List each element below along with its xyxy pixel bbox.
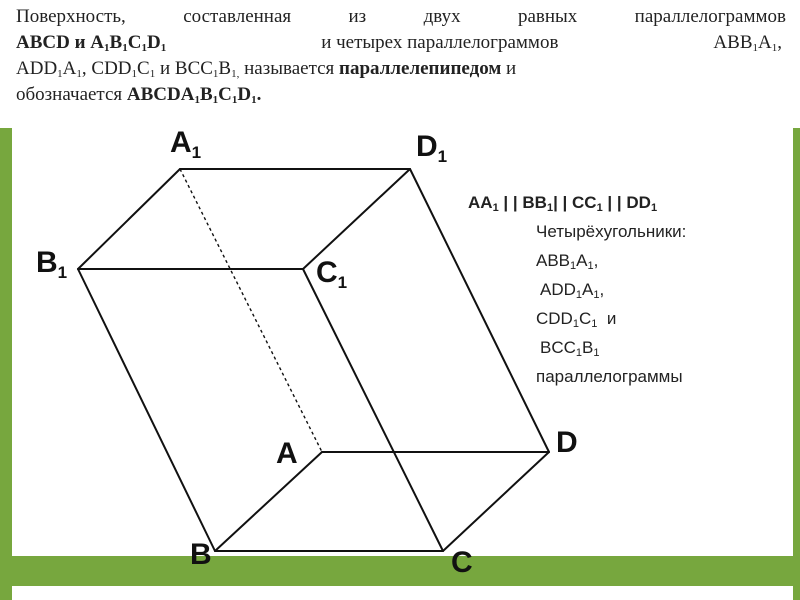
face-list-item: $ADD_1A_1$, [540, 280, 605, 301]
face-list-item: $ABB_1A_1$, [536, 251, 599, 272]
word: двух [423, 6, 461, 27]
face-abb1a1: $ABB_1A_1$, [713, 32, 782, 54]
vertex-label-b: B [190, 538, 212, 571]
vertex-label-c1: $C_1$ [316, 256, 348, 292]
word: Поверхность, [16, 6, 126, 27]
face-add1a1: $ADD_1A_1$, [16, 58, 87, 80]
conclusion-text: параллелограммы [536, 367, 683, 386]
quadrilaterals-heading: Четырёхугольники: [536, 222, 687, 241]
vertex-label-b1: $B_1$ [36, 246, 68, 282]
face-bcc1b1: $BCC_1B_{1,}$ [174, 58, 240, 80]
word: обозначается [16, 84, 123, 105]
word: и четырех параллелограммов [321, 32, 559, 53]
vertex-label-d: D [556, 426, 578, 459]
parallel-edges-relation: $AA_1$ | | $BB_1|$ | $CC_1$ | | $DD_1$ [468, 193, 658, 214]
vertex-label-a1: $A_1$ [170, 126, 202, 162]
term-parallelepiped: параллелепипедом [339, 58, 502, 79]
vertex-label-d1: $D_1$ [416, 130, 448, 166]
solid-name: $ABCDA_1B_1C_1D_1$. [126, 84, 262, 106]
word: параллелограммов [634, 6, 786, 27]
base-abcd: ABCD [16, 32, 70, 53]
word: и [74, 32, 86, 53]
edge-c1-d1 [303, 169, 410, 269]
top-face-name: $A_1B_1C_1D_1$ [90, 32, 167, 54]
edge-a1-a-hidden [180, 169, 322, 452]
word: из [348, 6, 367, 27]
vertex-label-a: A [276, 437, 298, 470]
edge-c1-c [303, 269, 443, 551]
word: и [506, 58, 517, 79]
word: и [606, 309, 617, 328]
word: и [159, 58, 171, 79]
edge-c-d [443, 452, 549, 551]
face-cdd1c1: $CDD_1C_1$ [91, 58, 156, 80]
face-list-item: $CDD_1C_1$ и [536, 309, 617, 330]
edge-b1-b [78, 269, 215, 551]
word: составленная [183, 6, 292, 27]
side-panel [468, 188, 686, 391]
face-list-item: $BCC_1B_1$ [540, 338, 600, 359]
edge-a-b [215, 452, 322, 551]
word: называется [244, 58, 335, 79]
word: равных [517, 6, 578, 27]
vertex-label-c: C [451, 546, 473, 579]
edge-a1-b1 [78, 169, 180, 269]
